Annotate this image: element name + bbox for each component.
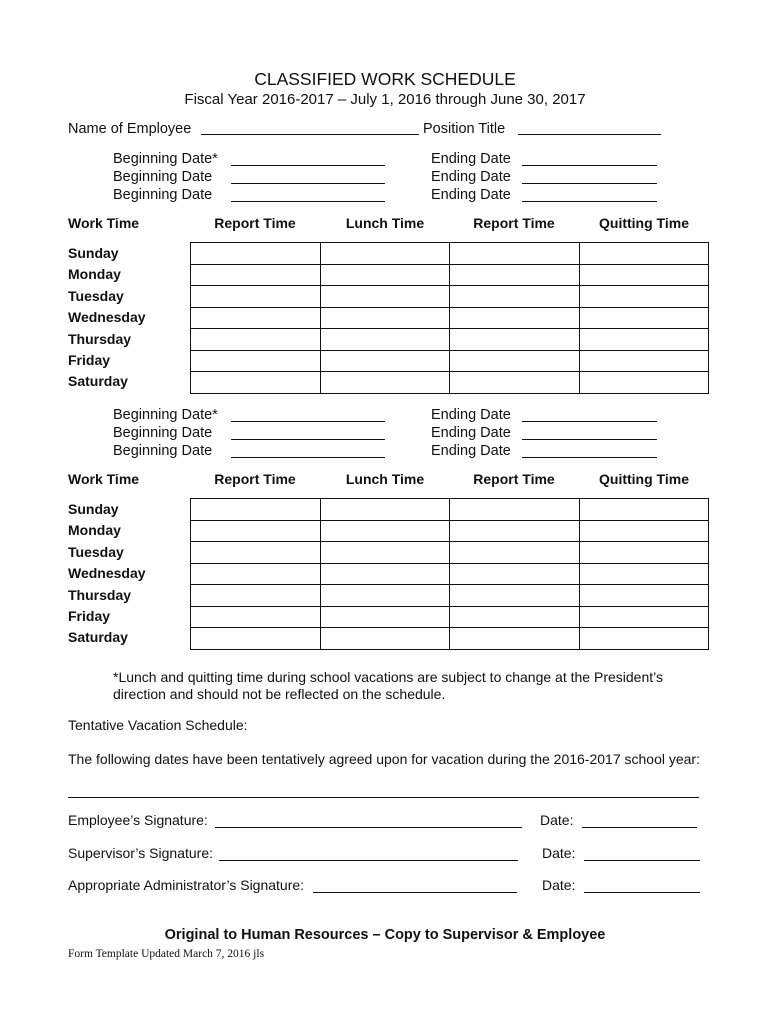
time-cell[interactable]	[320, 628, 450, 650]
time-cell[interactable]	[191, 606, 321, 628]
time-cell[interactable]	[191, 350, 321, 372]
vacation-text: The following dates have been tentatively agreed upon for vacation during the 2016-2017 school year:	[68, 751, 700, 767]
beginning-date-label: Beginning Date	[113, 187, 213, 203]
table-row	[191, 563, 709, 585]
table-row	[191, 499, 709, 521]
time-cell[interactable]	[450, 286, 580, 308]
day-label: Thursday	[68, 330, 132, 347]
ending-date-field[interactable]	[522, 183, 657, 184]
time-cell[interactable]	[579, 264, 709, 286]
time-cell[interactable]	[579, 628, 709, 650]
time-cell[interactable]	[191, 499, 321, 521]
time-cell[interactable]	[450, 372, 580, 394]
time-cell[interactable]	[320, 542, 450, 564]
time-cell[interactable]	[579, 542, 709, 564]
time-cell[interactable]	[450, 563, 580, 585]
table-row	[191, 628, 709, 650]
column-header: Quitting Time	[599, 215, 689, 231]
time-cell[interactable]	[579, 499, 709, 521]
time-cell[interactable]	[579, 286, 709, 308]
table-row	[191, 520, 709, 542]
time-cell[interactable]	[579, 307, 709, 329]
time-cell[interactable]	[191, 372, 321, 394]
employee-name-label: Name of Employee	[68, 121, 192, 137]
template-note: Form Template Updated March 7, 2016 jls	[68, 948, 265, 960]
time-cell[interactable]	[450, 606, 580, 628]
time-cell[interactable]	[320, 243, 450, 265]
date-label: Date:	[542, 845, 576, 861]
vacation-heading: Tentative Vacation Schedule:	[68, 717, 248, 733]
table-row	[191, 542, 709, 564]
beginning-date-label: Beginning Date*	[113, 151, 218, 167]
signature-label: Employee’s Signature:	[68, 812, 208, 828]
time-cell[interactable]	[579, 243, 709, 265]
beginning-date-field[interactable]	[231, 165, 385, 166]
time-cell[interactable]	[320, 329, 450, 351]
column-header: Report Time	[214, 215, 296, 231]
footnote: *Lunch and quitting time during school vacations are subject to change at the President’s	[113, 669, 663, 685]
signature-label: Appropriate Administrator’s Signature:	[68, 877, 305, 893]
time-cell[interactable]	[450, 499, 580, 521]
table-row	[191, 585, 709, 607]
table-row	[191, 286, 709, 308]
time-cell[interactable]	[191, 542, 321, 564]
time-cell[interactable]	[579, 372, 709, 394]
ending-date-label: Ending Date	[431, 425, 511, 441]
routing-note: Original to Human Resources – Copy to Supervisor & Employee	[164, 927, 606, 943]
table-row	[191, 264, 709, 286]
time-cell[interactable]	[191, 628, 321, 650]
beginning-date-field[interactable]	[231, 421, 385, 422]
time-cell[interactable]	[579, 606, 709, 628]
time-cell[interactable]	[450, 264, 580, 286]
table-row	[191, 350, 709, 372]
column-header: Work Time	[68, 471, 140, 487]
beginning-date-field[interactable]	[231, 183, 385, 184]
footnote-cont: direction and should not be reflected on the schedule.	[113, 686, 446, 702]
column-header: Lunch Time	[345, 471, 425, 487]
beginning-date-field[interactable]	[231, 201, 385, 202]
beginning-date-label: Beginning Date*	[113, 407, 218, 423]
beginning-date-label: Beginning Date	[113, 425, 213, 441]
time-cell[interactable]	[191, 563, 321, 585]
table-row	[191, 329, 709, 351]
time-cell[interactable]	[191, 329, 321, 351]
ending-date-label: Ending Date	[431, 407, 511, 423]
time-cell[interactable]	[450, 585, 580, 607]
time-cell[interactable]	[320, 307, 450, 329]
time-cell[interactable]	[450, 350, 580, 372]
column-header: Lunch Time	[345, 215, 425, 231]
ending-date-label: Ending Date	[431, 443, 511, 459]
signature-field[interactable]	[219, 860, 518, 861]
ending-date-label: Ending Date	[431, 151, 511, 167]
beginning-date-field[interactable]	[231, 439, 385, 440]
day-label: Saturday	[68, 373, 128, 390]
time-cell[interactable]	[579, 329, 709, 351]
page-subtitle: Fiscal Year 2016-2017 – July 1, 2016 through June 30, 2017	[184, 91, 586, 108]
ending-date-field[interactable]	[522, 421, 657, 422]
column-header: Work Time	[68, 215, 140, 231]
position-title-label: Position Title	[423, 121, 506, 137]
time-cell[interactable]	[320, 286, 450, 308]
beginning-date-field[interactable]	[231, 457, 385, 458]
day-label: Sunday	[68, 501, 119, 517]
page-title: CLASSIFIED WORK SCHEDULE	[254, 69, 516, 89]
ending-date-label: Ending Date	[431, 169, 511, 185]
time-cell[interactable]	[320, 563, 450, 585]
signature-label: Supervisor’s Signature:	[68, 845, 214, 861]
time-cell[interactable]	[320, 606, 450, 628]
schedule-table	[190, 498, 709, 650]
ending-date-field[interactable]	[522, 201, 657, 202]
time-cell[interactable]	[579, 520, 709, 542]
time-cell[interactable]	[191, 585, 321, 607]
column-header: Report Time	[214, 471, 296, 487]
day-label: Wednesday	[68, 309, 146, 326]
signature-field[interactable]	[215, 827, 522, 828]
vacation-dates-field[interactable]	[68, 797, 699, 798]
time-cell[interactable]	[320, 499, 450, 521]
time-cell[interactable]	[450, 628, 580, 650]
ending-date-field[interactable]	[522, 165, 657, 166]
day-label: Tuesday	[68, 543, 124, 560]
time-cell[interactable]	[191, 243, 321, 265]
time-cell[interactable]	[320, 372, 450, 394]
day-label: Monday	[68, 522, 121, 539]
day-label: Friday	[68, 352, 111, 368]
time-cell[interactable]	[450, 307, 580, 329]
time-cell[interactable]	[450, 329, 580, 351]
column-header: Report Time	[473, 215, 555, 231]
time-cell[interactable]	[320, 264, 450, 286]
day-label: Wednesday	[68, 565, 146, 582]
ending-date-label: Ending Date	[431, 187, 511, 203]
table-row	[191, 307, 709, 329]
ending-date-field[interactable]	[522, 457, 657, 458]
day-label: Sunday	[68, 245, 119, 261]
column-header: Quitting Time	[599, 471, 689, 487]
date-label: Date:	[540, 812, 574, 828]
signature-field[interactable]	[313, 892, 517, 893]
schedule-table	[190, 242, 709, 394]
beginning-date-label: Beginning Date	[113, 169, 213, 185]
table-row	[191, 606, 709, 628]
table-row	[191, 243, 709, 265]
day-label: Tuesday	[68, 287, 124, 304]
time-cell[interactable]	[579, 585, 709, 607]
employee-name-field[interactable]	[201, 134, 419, 135]
time-cell[interactable]	[191, 307, 321, 329]
date-field[interactable]	[584, 860, 700, 861]
time-cell[interactable]	[320, 585, 450, 607]
ending-date-field[interactable]	[522, 439, 657, 440]
table-row	[191, 372, 709, 394]
time-cell[interactable]	[320, 350, 450, 372]
time-cell[interactable]	[579, 350, 709, 372]
time-cell[interactable]	[191, 520, 321, 542]
time-cell[interactable]	[450, 542, 580, 564]
time-cell[interactable]	[191, 286, 321, 308]
day-label: Friday	[68, 608, 111, 624]
time-cell[interactable]	[320, 520, 450, 542]
date-label: Date:	[542, 877, 576, 893]
column-header: Report Time	[473, 471, 555, 487]
position-title-field[interactable]	[518, 134, 661, 135]
day-label: Thursday	[68, 586, 132, 603]
date-field[interactable]	[584, 892, 700, 893]
time-cell[interactable]	[191, 264, 321, 286]
time-cell[interactable]	[450, 243, 580, 265]
beginning-date-label: Beginning Date	[113, 443, 213, 459]
day-label: Saturday	[68, 629, 128, 646]
time-cell[interactable]	[450, 520, 580, 542]
day-label: Monday	[68, 266, 121, 283]
time-cell[interactable]	[579, 563, 709, 585]
date-field[interactable]	[582, 827, 697, 828]
